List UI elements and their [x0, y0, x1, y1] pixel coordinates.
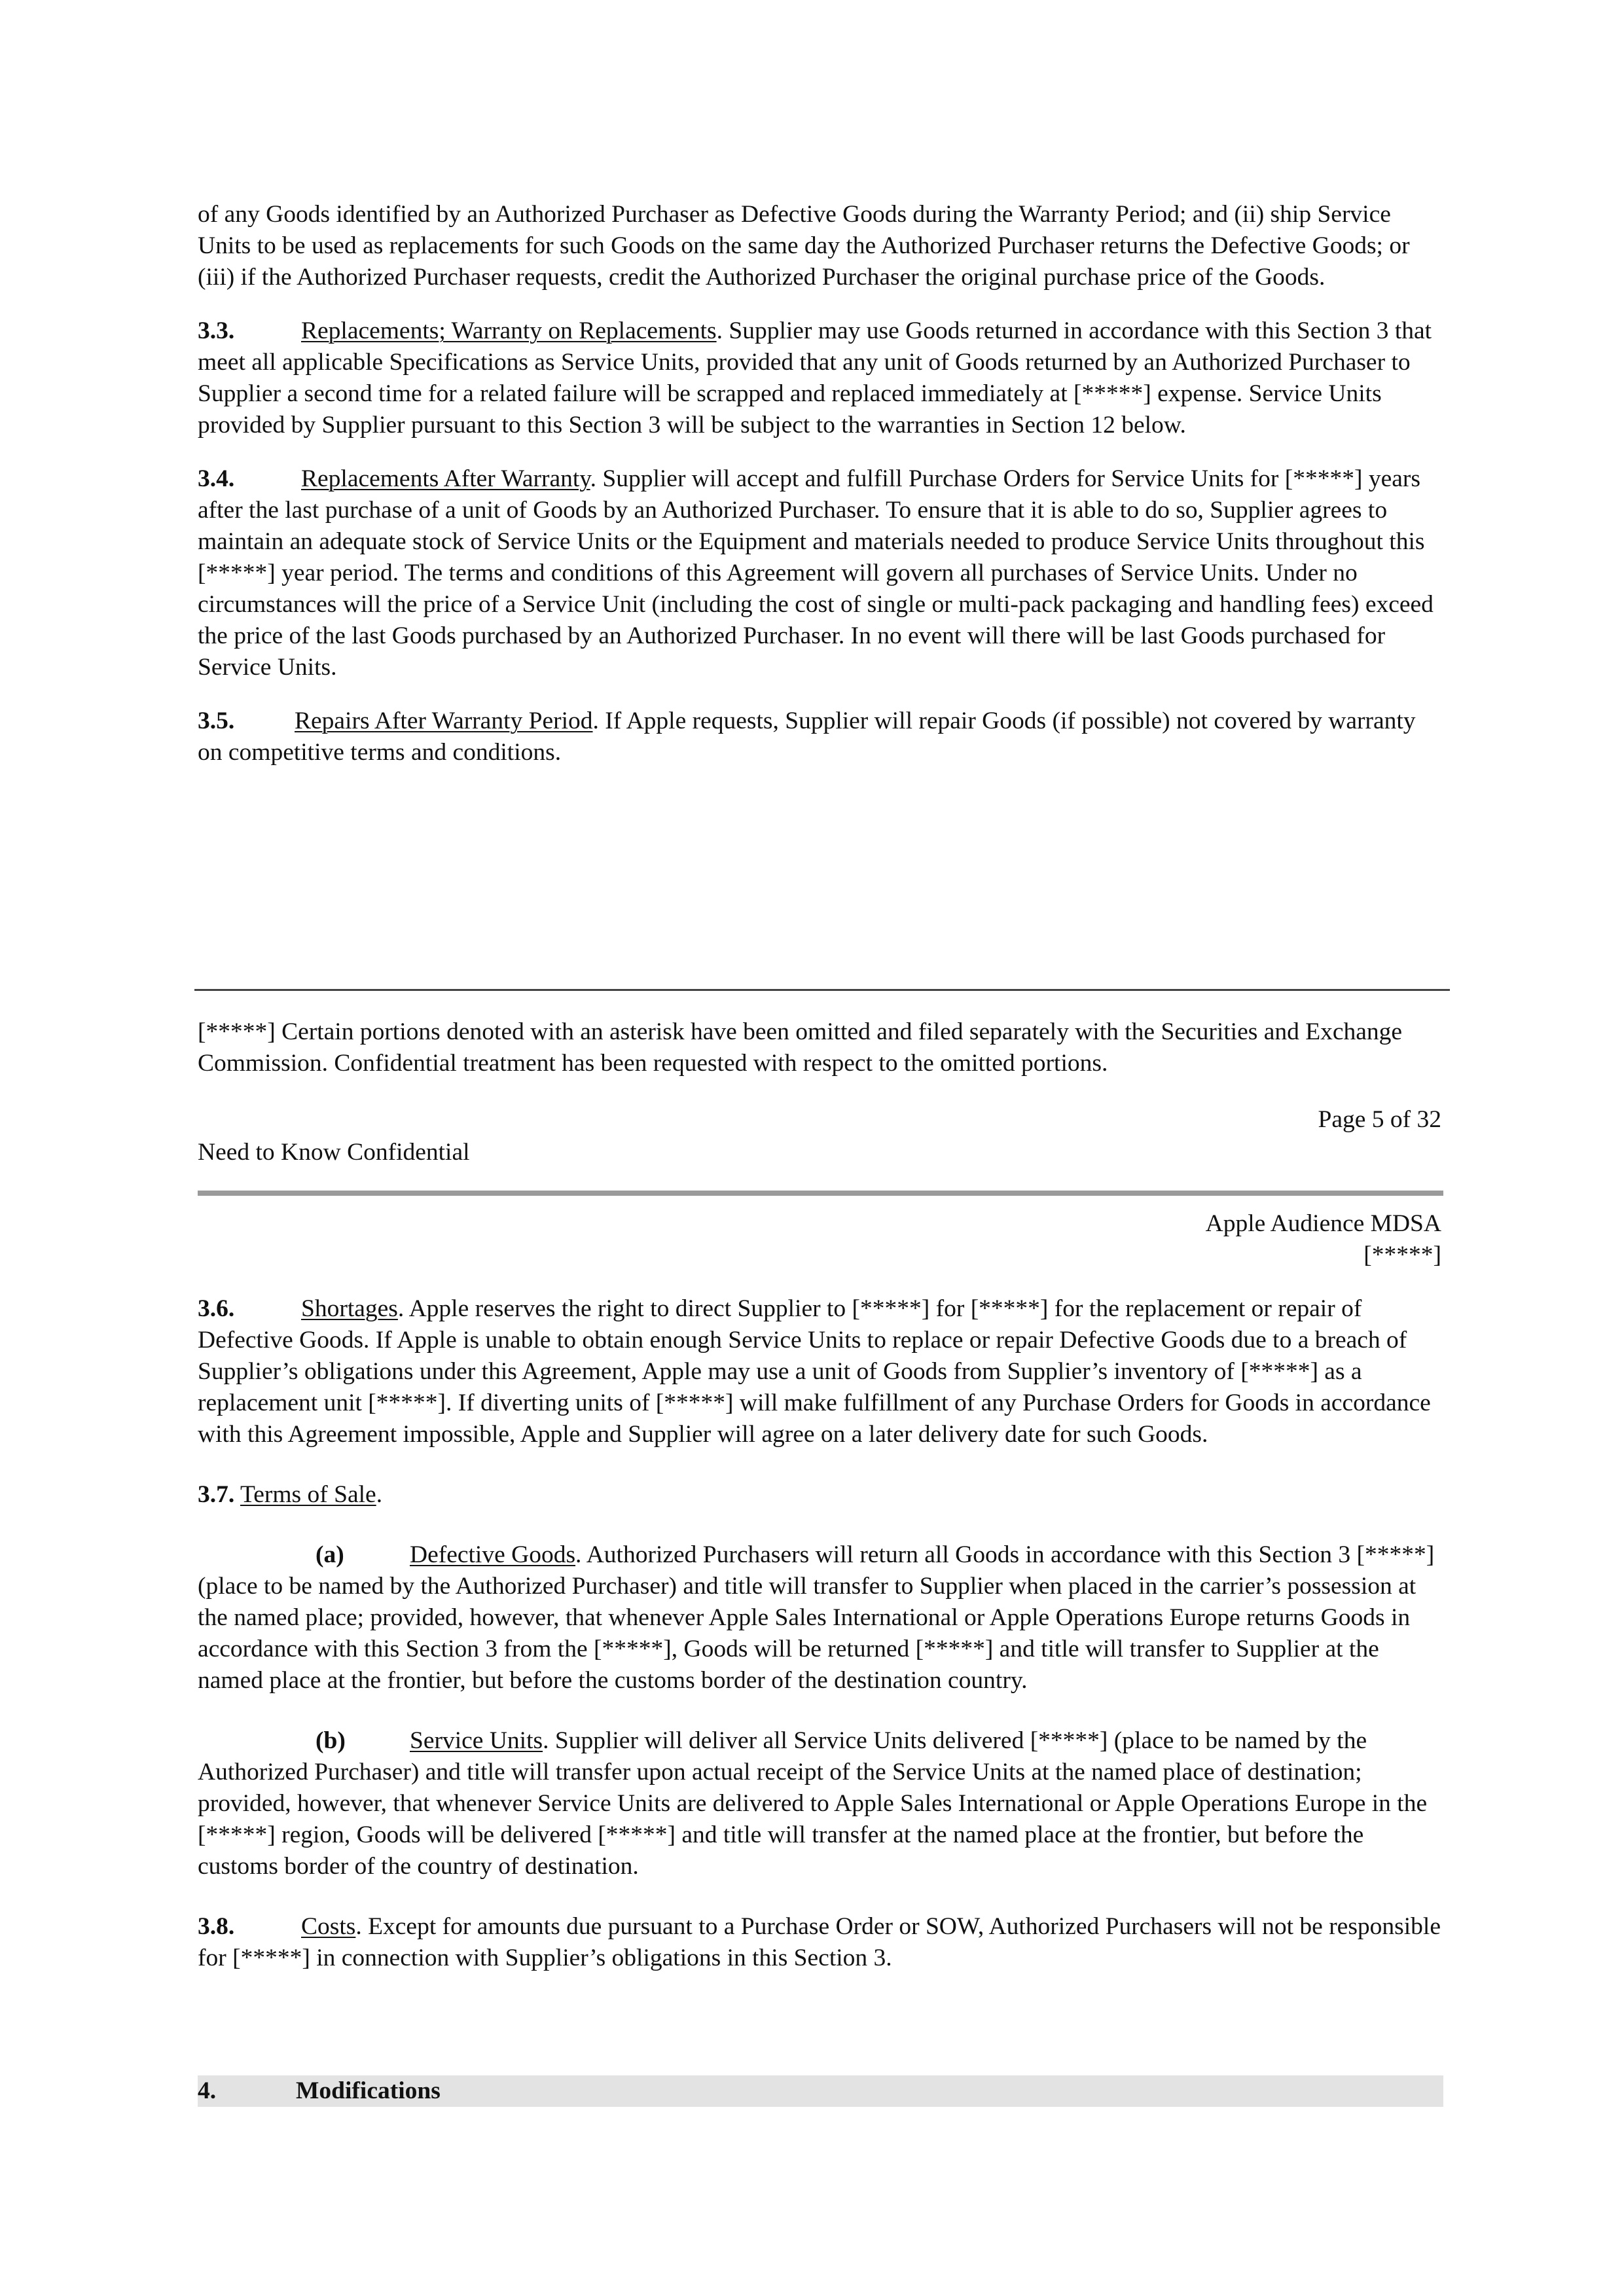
section-number: 3.5.	[198, 708, 235, 734]
subsection-letter: (a)	[316, 1541, 344, 1568]
page-body-bottom	[198, 1293, 1441, 1974]
section-number: 3.8.	[198, 1913, 235, 1940]
subsection-title: Defective Goods	[410, 1541, 576, 1568]
section-text: .	[376, 1481, 383, 1508]
subsection-text: . Authorized Purchasers will return all Goods in accordance with this Section 3 [*****] (place to be named by the Authorized Purchaser) and title will transfer to Supplier when placed in the carrier’s possession at the named place; provided, however, that whenever Apple Sales International or Apple Operations Europe returns Goods in accordance with this Section 3 from the [*****], Goods will be returned [*****] and title will transfer to Supplier at the named place at the frontier, but before the customs border of the destination country.	[198, 1541, 1435, 1694]
section-title: Modifications	[296, 2077, 441, 2104]
section-text: . Supplier may use Goods returned in accordance with this Section 3 that meet all applicable Specifications as Service Units, provided that any unit of Goods returned by an Authorized Purchaser to Supplier a second time for a related failure will be scrapped and replaced immediately at [*****] expense. Service Units provided by Supplier pursuant to this Section 3 will be subject to the warranties in Section 12 below.	[198, 317, 1432, 439]
section-text: . Apple reserves the right to direct Supplier to [*****] for [*****] for the replacement or repair of Defective Goods. If Apple is unable to obtain enough Service Units to replace or repair Defective Goods due to a breach of Supplier’s obligations under this Agreement, Apple may use a unit of Goods from Supplier’s inventory of [*****] as a replacement unit [*****]. If diverting units of [*****] will make fulfillment of any Purchase Orders for Goods in accordance with this Agreement impossible, Apple and Supplier will agree on a later delivery date for such Goods.	[198, 1295, 1431, 1448]
intro-paragraph: of any Goods identified by an Authorized Purchaser as Defective Goods during the Warranty Period; and (ii) ship Service Units to be used as replacements for such Goods on the same day the Authorized Purchaser returns the Defective Goods; or (iii) if the Authorized Purchaser requests, credit the Authorized Purchaser the original purchase price of the Goods.	[198, 201, 1410, 291]
section-3-5	[198, 706, 1441, 768]
section-title: Shortages	[301, 1295, 398, 1322]
section-3-3	[198, 315, 1441, 441]
section-number: 3.3.	[198, 317, 235, 344]
page-break-divider	[198, 1191, 1443, 1196]
header-title: Apple Audience MDSA	[1205, 1210, 1441, 1237]
section-title: Repairs After Warranty Period	[295, 708, 593, 734]
section-title: Replacements; Warranty on Replacements	[301, 317, 717, 344]
page-number: Page 5 of 32	[1318, 1106, 1441, 1133]
section-3-6	[198, 1293, 1441, 1450]
section-number: 4.	[198, 2077, 217, 2104]
section-title: Terms of Sale	[240, 1481, 376, 1508]
subsection-text: . Supplier will deliver all Service Units delivered [*****] (place to be named by the Authorized Purchaser) and title will transfer upon actual receipt of the Service Units at the named place of destination; provided, however, that whenever Service Units are delivered to Apple Sales International or Apple Operations Europe in the [*****] region, Goods will be delivered [*****] and title will transfer at the named place at the frontier, but before the customs border of the country of destination.	[198, 1727, 1428, 1880]
section-3-7-a	[198, 1539, 1441, 1696]
section-3-7	[198, 1479, 1441, 1511]
confidential-label: Need to Know Confidential	[198, 1139, 470, 1166]
footnote-text: [*****] Certain portions denoted with an asterisk have been omitted and filed separately with the Securities and Exchange Commission. Confidential treatment has been requested with respect to the omitted portions.	[198, 1018, 1403, 1077]
page-body-top	[198, 199, 1441, 768]
section-title: Costs	[301, 1913, 356, 1940]
page-header	[198, 1208, 1441, 1271]
section-text: . Except for amounts due pursuant to a Purchase Order or SOW, Authorized Purchasers will not be responsible for [*****] in connection with Supplier’s obligations in this Section 3.	[198, 1913, 1441, 1971]
subsection-title: Service Units	[410, 1727, 543, 1754]
section-3-8	[198, 1911, 1441, 1974]
header-redaction: [*****]	[1363, 1242, 1441, 1268]
section-number: 3.7.	[198, 1481, 235, 1508]
section-4-heading	[198, 2075, 1443, 2107]
subsection-letter: (b)	[316, 1727, 346, 1754]
section-number: 3.6.	[198, 1295, 235, 1322]
page-footer	[198, 1016, 1441, 1168]
section-number: 3.4.	[198, 465, 235, 492]
section-text: . Supplier will accept and fulfill Purchase Orders for Service Units for [*****] years after the last purchase of a unit of Goods by an Authorized Purchaser. To ensure that it is able to do so, Supplier agrees to maintain an adequate stock of Service Units or the Equipment and materials needed to produce Service Units throughout this [*****] year period. The terms and conditions of this Agreement will govern all purchases of Service Units. Under no circumstances will the price of a Service Unit (including the cost of single or multi-pack packaging and handling fees) exceed the price of the last Goods purchased by an Authorized Purchaser. In no event will there will be last Goods purchased for Service Units.	[198, 465, 1434, 681]
section-text: . If Apple requests, Supplier will repair Goods (if possible) not covered by warranty on competitive terms and conditions.	[198, 708, 1416, 766]
footnote-divider	[194, 989, 1450, 991]
section-title: Replacements After Warranty	[301, 465, 590, 492]
section-3-4	[198, 463, 1441, 683]
section-3-7-b	[198, 1725, 1441, 1882]
